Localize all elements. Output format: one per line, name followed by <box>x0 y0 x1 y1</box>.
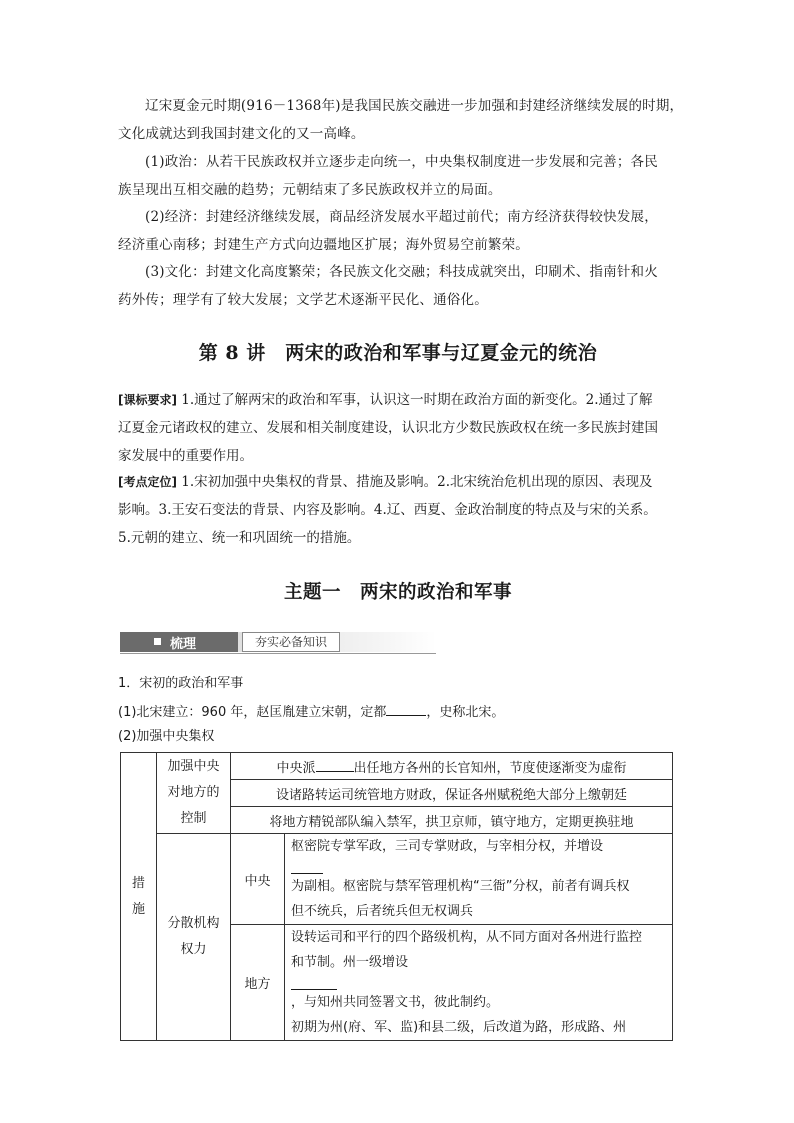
economy-paragraph <box>118 203 678 259</box>
intro-line-2: 文化成就达到我国封建文化的又一高峰。 <box>118 126 365 142</box>
lc-row-3: 将地方精锐部队编入禁军，拱卫京师，镇守地方，定期更换驻地 <box>231 807 673 834</box>
curriculum-tag: [课标要求] <box>118 393 177 407</box>
blank-official <box>316 757 354 772</box>
banner-underline <box>120 653 436 654</box>
section1-heading: 1．宋初的政治和军事 <box>118 676 244 691</box>
culture-line-2: 药外传；理学有了较大发展；文学艺术逐渐平民化、通俗化。 <box>118 292 488 308</box>
politics-line-2: 族呈现出互相交融的趋势；元朝结束了多民族政权并立的局面。 <box>118 182 502 198</box>
local-content: 设转运司和平行的四个路级机构，从不同方面对各州进行监控 和节制。州一级增设 ，与知州共同签署文书，彼此制约。 初期为州(府、军、监)和县二级，后改道为路，形成路、州 <box>285 925 673 1041</box>
theme-title: 主题一 两宋的政治和军事 <box>283 582 512 603</box>
intro-line-1: 辽宋夏金元时期(916－1368年)是我国民族交融进一步加强和封建经济继续发展的时期， <box>145 98 684 114</box>
blank-tongpan <box>291 975 337 990</box>
centralization-table <box>120 752 673 1041</box>
economy-line-1: (2)经济：封建经济继续发展，商品经济发展水平超过前代；南方经济获得较快发展， <box>145 209 658 225</box>
banner-main-label: 梳理 <box>170 637 197 652</box>
section1-item2: (2)加强中央集权 <box>118 729 215 744</box>
central-content: 枢密院专掌军政，三司专掌财政，与宰相分权，并增设 为副相。枢密院与禁军管理机构“三衙”分权，前者有调兵权 但不统兵，后者统兵但无权调兵 <box>285 834 673 925</box>
curriculum-line-2: 辽夏金元诸政权的建立、发展和相关制度建设，认识北方少数民族政权在统一多民族封建国 <box>118 420 658 436</box>
banner-sub-label: 夯实必备知识 <box>242 632 340 652</box>
economy-line-2: 经济重心南移；封建生产方式向边疆地区扩展；海外贸易空前繁荣。 <box>118 237 529 253</box>
measures-cell: 措 施 <box>121 753 157 1041</box>
square-bullet-icon <box>154 638 161 645</box>
local-label: 地方 <box>231 925 285 1041</box>
section1-item1 <box>118 701 504 723</box>
exam-line-2: 影响。3.王安石变法的背景、内容及影响。4.辽、西夏、金政治制度的特点及与宋的关系。 <box>118 502 657 518</box>
curriculum-line-3: 家发展中的重要作用。 <box>118 448 253 464</box>
central-label: 中央 <box>231 834 285 925</box>
lesson-title: 第 8 讲 两宋的政治和军事与辽夏金元的统治 <box>198 342 598 364</box>
item1-pre: (1)北宋建立：960 年，赵匡胤建立宋朝，定都 <box>118 705 387 720</box>
exam-tag: [考点定位] <box>118 475 177 489</box>
lc-row-2: 设诸路转运司统管地方财政，保证各州赋税绝大部分上缴朝廷 <box>231 780 673 807</box>
blank-deputy <box>291 859 323 874</box>
culture-paragraph <box>118 258 678 314</box>
curriculum-requirements <box>118 386 678 470</box>
intro-paragraph <box>118 92 684 148</box>
lc-row-1: 中央派 出任地方各州的长官知州，节度使逐渐变为虚衔 <box>231 753 673 780</box>
exam-points <box>118 468 678 552</box>
section-banner <box>120 630 436 654</box>
curriculum-line-1: 1.通过了解两宋的政治和军事，认识这一时期在政治方面的新变化。2.通过了解 <box>181 392 653 408</box>
exam-line-1: 1.宋初加强中央集权的背景、措施及影响。2.北宋统治危机出现的原因、表现及 <box>181 474 653 490</box>
local-control-cell: 加强中央 对地方的 控制 <box>157 753 231 834</box>
dispersal-cell: 分散机构 权力 <box>157 834 231 1041</box>
culture-line-1: (3)文化：封建文化高度繁荣；各民族文化交融；科技成就突出，印刷术、指南针和火 <box>145 264 658 280</box>
exam-line-3: 5.元朝的建立、统一和巩固统一的措施。 <box>118 530 361 546</box>
item1-post: ，史称北宋。 <box>426 705 505 720</box>
politics-paragraph <box>118 148 678 204</box>
blank-capital <box>386 701 426 716</box>
politics-line-1: (1)政治：从若干民族政权并立逐步走向统一，中央集权制度进一步发展和完善；各民 <box>145 154 658 170</box>
